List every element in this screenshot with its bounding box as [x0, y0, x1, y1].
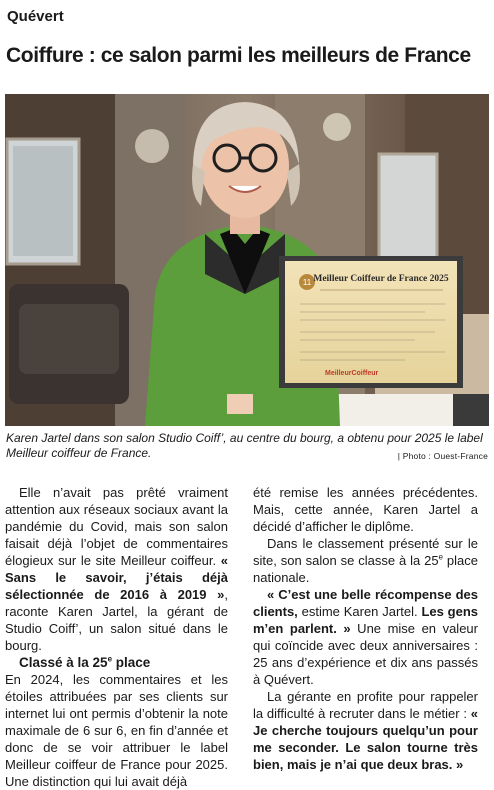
photo-credit: | Photo : Ouest-France — [397, 451, 488, 461]
paragraph: été remise les années précédentes. Mais, cette année, Karen Jartel a décidé d’afficher le diplôme. — [253, 485, 478, 534]
paragraph: « C’est une belle récompense des clients, estime Karen Jartel. Les gens m’en parlent. » Une mise en valeur qui coïncide avec deux anniversaires : 25 ans d’expérience et dix ans passés à Quévert. — [253, 587, 478, 687]
paragraph: En 2024, les commentaires et les étoiles attribuées par ses clients sur internet lui ont permis d’obtenir la note maximale de 6 sur 6, en fin d’année et donc de se voir attribuer le label Meilleur coiffeur de France pour 2025. Une distinction qui lui avait déjà — [5, 672, 228, 789]
subheading: Classé à la 25e place — [19, 654, 151, 670]
photo-caption: Karen Jartel dans son salon Studio Coiff’, au centre du bourg, a obtenu pour 2025 le label Meilleur coiffeur de France. — [6, 431, 483, 460]
paragraph: Elle n’avait pas prêté vraiment attention aux réseaux sociaux avant la pandémie du Covid, mais son salon faisait déjà l’objet de commentaires élogieux sur le site Meilleur coiffeur. « Sans le savoir, j’étais déjà sélectionnée de 2016 à 2019 », raconte Karen Jartel, la gérant de Studio Coiff’, un salon situé dans le bourg. — [5, 485, 228, 653]
quote: « Je cherche toujours quelqu’un pour me seconder. Le salon tourne très bien, mais je n’ai que deux bras. » — [253, 706, 478, 772]
article-column-right — [253, 484, 478, 773]
paragraph: Dans le classement présenté sur le site, son salon se classe à la 25e place nationale. — [253, 536, 478, 585]
certificate-frame — [279, 256, 463, 388]
article-headline: Coiffure : ce salon parmi les meilleurs de France — [6, 44, 471, 67]
paragraph: La gérante en profite pour rappeler la difficulté à recruter dans le métier : « Je cherche toujours quelqu’un pour me seconder. Le salon tourne très bien, mais je n’ai que deux bras. » — [253, 689, 478, 772]
quote: « Sans le savoir, j’étais déjà sélectionnée de 2016 à 2019 » — [5, 553, 228, 602]
quote: Les gens m’en parlent. » — [253, 604, 478, 636]
certificate-title: Meilleur Coiffeur de France 2025 — [313, 274, 449, 284]
article-column-left — [5, 484, 228, 790]
certificate-badge: 11 — [302, 278, 312, 287]
article-photo — [5, 94, 489, 426]
kicker-location: Quévert — [7, 8, 64, 25]
certificate-logo: MeilleurCoiffeur — [325, 370, 379, 377]
quote: « C’est une belle récompense des clients, — [253, 587, 478, 619]
